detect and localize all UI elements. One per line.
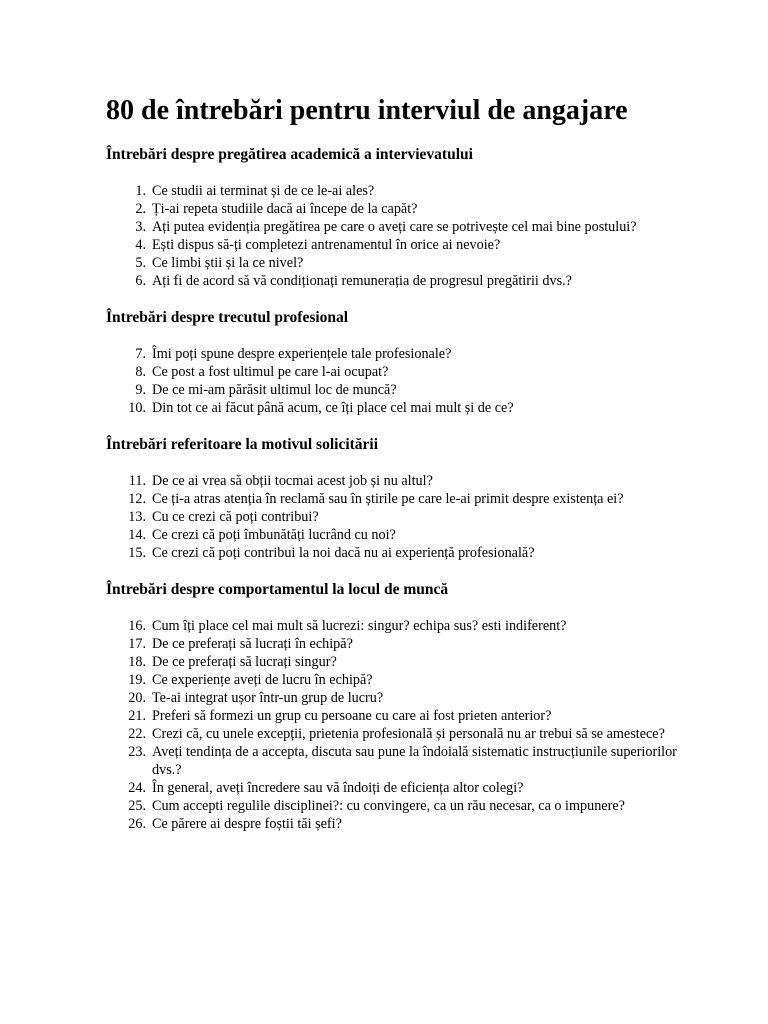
item-text: Cum îți place cel mai mult să lucrezi: singur? echipa sus? esti indiferent? (152, 618, 567, 634)
item-text: Cum accepti regulile disciplinei?: cu convingere, ca un rău necesar, ca o impunere? (152, 798, 625, 814)
item-number: 1. (135, 183, 146, 199)
item-number: 12. (128, 491, 146, 507)
question-list-motivation (106, 472, 686, 562)
question-list-academic (106, 182, 686, 290)
document-page (106, 92, 686, 851)
item-number: 6. (135, 273, 146, 289)
list-item (106, 182, 686, 200)
list-item (106, 653, 686, 671)
list-item (106, 544, 686, 562)
item-text: Ce experiențe aveți de lucru în echipă? (152, 672, 373, 688)
list-item (106, 272, 686, 290)
list-item (106, 725, 686, 743)
item-text: Îmi poți spune despre experiențele tale profesionale? (152, 346, 452, 362)
item-text: Ce limbi știi și la ce nivel? (152, 255, 304, 271)
item-number: 13. (128, 509, 146, 525)
document-title: 80 de întrebări pentru interviul de angajare (106, 95, 628, 126)
section-heading-academic: Întrebări despre pregătirea academică a intervievatului (106, 146, 473, 163)
list-item (106, 815, 686, 833)
list-item (106, 743, 686, 779)
item-number: 17. (128, 636, 146, 652)
item-number: 2. (135, 201, 146, 217)
item-text: Ați fi de acord să vă condiționați remunerația de progresul pregătirii dvs.? (152, 273, 572, 289)
list-item (106, 363, 686, 381)
item-text: Cu ce crezi că poți contribui? (152, 509, 319, 525)
item-text: Te-ai integrat ușor într-un grup de lucru? (152, 690, 384, 706)
section-heading-motivation: Întrebări referitoare la motivul solicitării (106, 436, 379, 453)
list-item (106, 236, 686, 254)
list-item (106, 526, 686, 544)
item-number: 8. (135, 364, 146, 380)
item-number: 16. (128, 618, 146, 634)
item-number: 10. (128, 400, 146, 416)
item-number: 9. (135, 382, 146, 398)
item-text: Crezi că, cu unele excepții, prietenia profesională și personală nu ar trebui să se amestece? (152, 726, 665, 742)
list-item (106, 472, 686, 490)
item-text: Ce părere ai despre foștii tăi șefi? (152, 816, 342, 832)
item-number: 18. (128, 654, 146, 670)
item-text: Ești dispus să-ți completezi antrenamentul în orice ai nevoie? (152, 237, 501, 253)
item-number: 5. (135, 255, 146, 271)
list-item (106, 779, 686, 797)
item-text: Preferi să formezi un grup cu persoane cu care ai fost prieten anterior? (152, 708, 552, 724)
list-item (106, 671, 686, 689)
item-number: 15. (128, 545, 146, 561)
item-text: Ce ți-a atras atenția în reclamă sau în știrile pe care le-ai primit despre existența ei? (152, 491, 624, 507)
item-text: De ce preferați să lucrați singur? (152, 654, 337, 670)
item-text: Ați putea evidenția pregătirea pe care o aveți care se potrivește cel mai bine postului? (152, 219, 637, 235)
item-text: În general, aveți încredere sau vă îndoiți de eficiența altor colegi? (152, 780, 524, 796)
list-item (106, 689, 686, 707)
list-item (106, 490, 686, 508)
item-number: 3. (135, 219, 146, 235)
list-item (106, 200, 686, 218)
item-number: 22. (128, 726, 146, 742)
list-item (106, 635, 686, 653)
item-text: Ce crezi că poți îmbunătăți lucrând cu noi? (152, 527, 396, 543)
item-text: Ce studii ai terminat și de ce le-ai ales? (152, 183, 375, 199)
item-number: 14. (128, 527, 146, 543)
item-number: 25. (128, 798, 146, 814)
question-list-professional-past (106, 345, 686, 417)
list-item (106, 707, 686, 725)
item-number: 23. (128, 744, 146, 760)
item-text: De ce preferați să lucrați în echipă? (152, 636, 353, 652)
item-number: 4. (135, 237, 146, 253)
question-list-workplace-behavior (106, 617, 686, 833)
list-item (106, 218, 686, 236)
list-item (106, 797, 686, 815)
item-number: 11. (128, 473, 146, 489)
list-item (106, 254, 686, 272)
section-heading-professional-past: Întrebări despre trecutul profesional (106, 309, 349, 326)
item-number: 19. (128, 672, 146, 688)
item-number: 20. (128, 690, 146, 706)
item-text: Aveți tendința de a accepta, discuta sau pune la îndoială sistematic instrucțiunile superiorilor dvs.? (152, 744, 677, 778)
item-number: 26. (128, 816, 146, 832)
item-text: De ce mi-am părăsit ultimul loc de muncă? (152, 382, 397, 398)
list-item (106, 508, 686, 526)
list-item (106, 617, 686, 635)
item-text: Ce post a fost ultimul pe care l-ai ocupat? (152, 364, 389, 380)
item-number: 21. (128, 708, 146, 724)
list-item (106, 345, 686, 363)
list-item (106, 381, 686, 399)
item-number: 24. (128, 780, 146, 796)
item-text: De ce ai vrea să obții tocmai acest job și nu altul? (152, 473, 433, 489)
item-text: Ți-ai repeta studiile dacă ai începe de la capăt? (152, 201, 418, 217)
item-text: Ce crezi că poți contribui la noi dacă nu ai experiență profesională? (152, 545, 535, 561)
list-item (106, 399, 686, 417)
item-number: 7. (135, 346, 146, 362)
item-text: Din tot ce ai făcut până acum, ce îți place cel mai mult și de ce? (152, 400, 514, 416)
section-heading-workplace-behavior: Întrebări despre comportamentul la locul de muncă (106, 581, 449, 598)
